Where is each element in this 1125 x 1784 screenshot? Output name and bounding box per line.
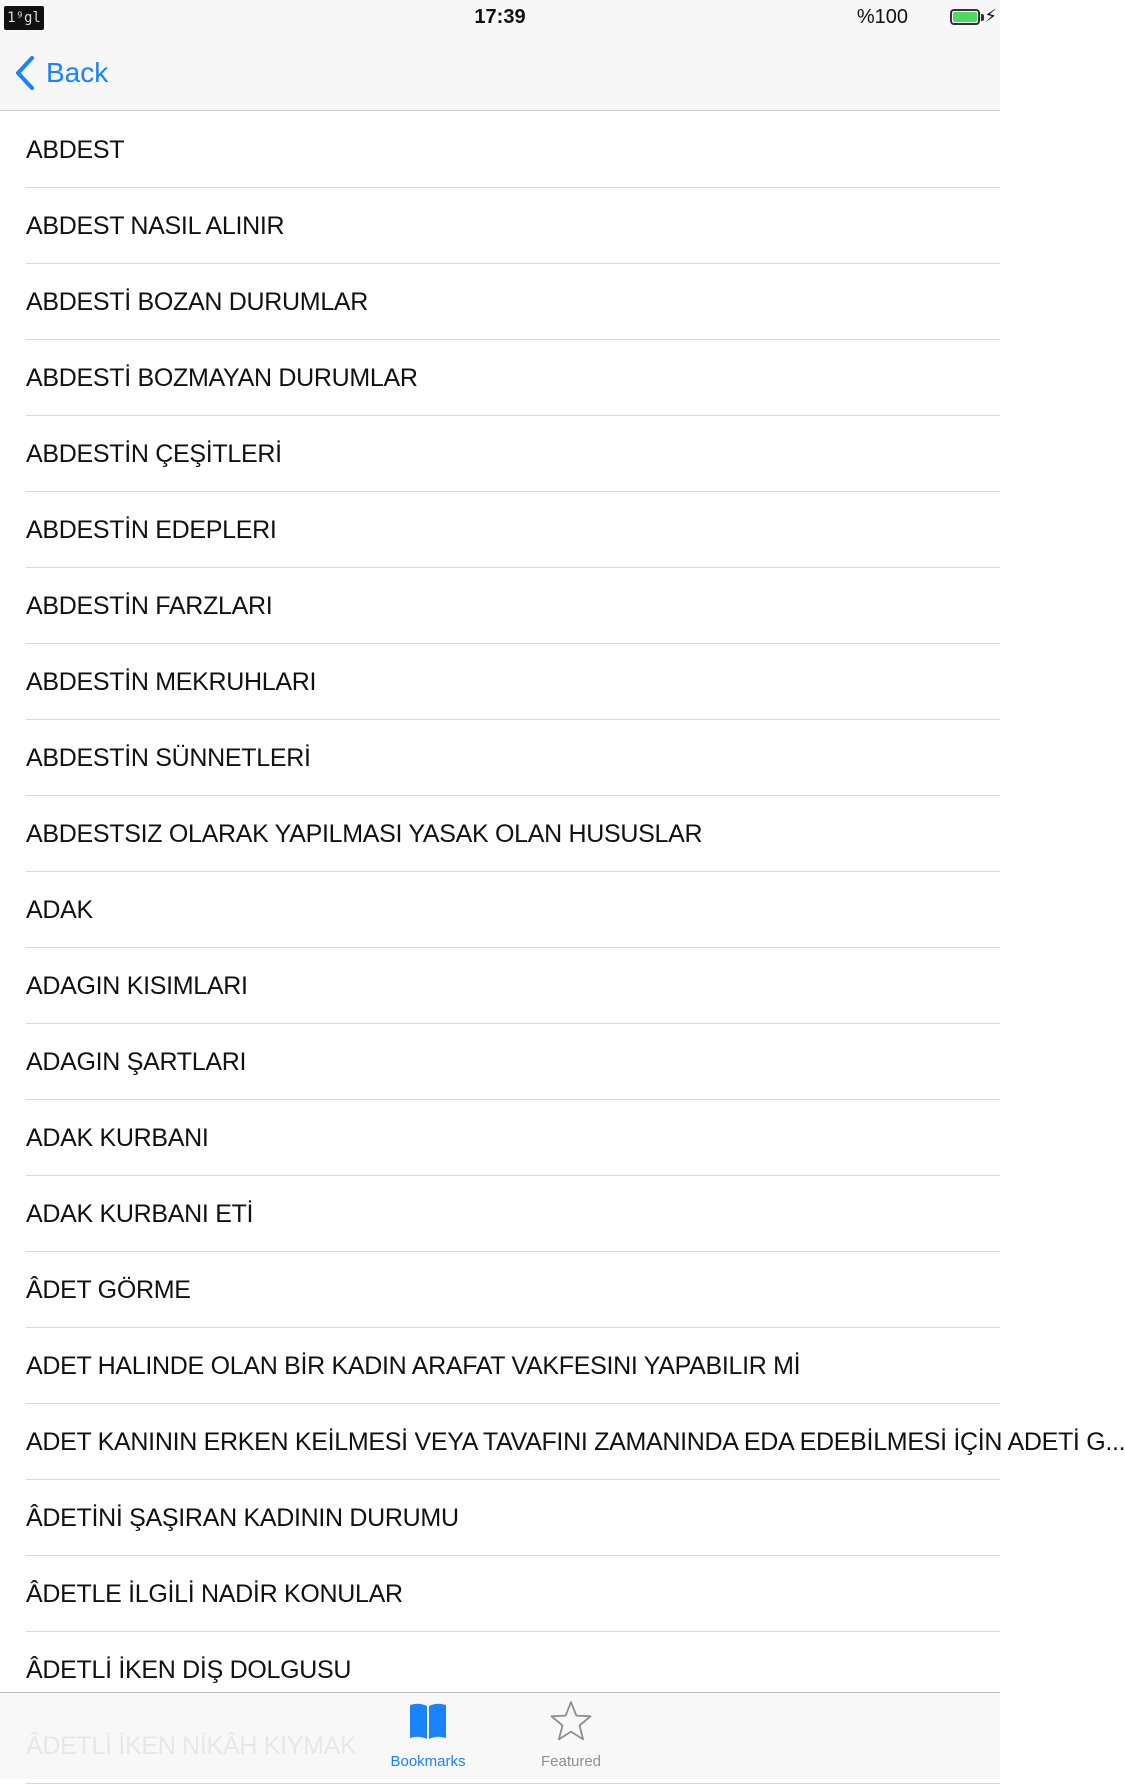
list-item[interactable] bbox=[0, 1556, 1000, 1632]
chevron-left-icon bbox=[14, 55, 36, 91]
list-item-label: ABDESTİN FARZLARI bbox=[26, 568, 980, 644]
status-bar bbox=[0, 0, 1000, 36]
list-item-label: ABDESTİ BOZMAYAN DURUMLAR bbox=[26, 340, 980, 416]
tab-label: Bookmarks bbox=[373, 1753, 483, 1770]
list-item-label: ADAK KURBANI bbox=[26, 1100, 980, 1176]
back-button[interactable] bbox=[14, 50, 108, 96]
list-item-label: ÂDETİNİ ŞAŞIRAN KADININ DURUMU bbox=[26, 1480, 980, 1556]
list-item-label: ADAGIN ŞARTLARI bbox=[26, 1024, 980, 1100]
list-item[interactable] bbox=[0, 644, 1000, 720]
list-item[interactable] bbox=[0, 416, 1000, 492]
list-item[interactable] bbox=[0, 948, 1000, 1024]
list-item[interactable] bbox=[0, 264, 1000, 340]
list-item-label: ÂDETLE İLGİLİ NADİR KONULAR bbox=[26, 1556, 980, 1632]
list-item-label: ABDEST NASIL ALINIR bbox=[26, 188, 980, 264]
list-item-label: ADAK bbox=[26, 872, 980, 948]
list-item[interactable] bbox=[0, 492, 1000, 568]
battery-fill bbox=[953, 12, 977, 22]
list-item[interactable] bbox=[0, 720, 1000, 796]
list-item[interactable] bbox=[0, 1024, 1000, 1100]
tab-bookmarks[interactable] bbox=[373, 1699, 483, 1777]
list-item-label: ABDESTİN EDEPLERI bbox=[26, 492, 980, 568]
book-icon bbox=[406, 1699, 450, 1743]
list-item[interactable] bbox=[0, 1252, 1000, 1328]
list-item-label: ADET KANININ ERKEN KEİLMESİ VEYA TAVAFINI ZAMANINDA EDA EDEBİLMESİ İÇİN ADETİ G... bbox=[26, 1404, 980, 1480]
list-item[interactable] bbox=[0, 188, 1000, 264]
list-item[interactable] bbox=[0, 112, 1000, 188]
list-item[interactable] bbox=[0, 1176, 1000, 1252]
list-item-label: ADAGIN KISIMLARI bbox=[26, 948, 980, 1024]
list-item-label: ABDESTİN SÜNNETLERİ bbox=[26, 720, 980, 796]
battery-percentage: %100 bbox=[857, 6, 908, 29]
list-item[interactable] bbox=[0, 1100, 1000, 1176]
carrier-indicator: 1⁹gl bbox=[4, 6, 44, 30]
list-item-label: ABDESTİN ÇEŞİTLERİ bbox=[26, 416, 980, 492]
tab-featured[interactable] bbox=[516, 1699, 626, 1777]
lightning-bolt-icon: ⚡︎ bbox=[984, 6, 997, 27]
list-item[interactable] bbox=[0, 796, 1000, 872]
list-item-label: ÂDET GÖRME bbox=[26, 1252, 980, 1328]
list-item-label: ÂDETLİ İKEN DİŞ DOLGUSU bbox=[26, 1632, 980, 1708]
list-item-label: ADAK KURBANI ETİ bbox=[26, 1176, 980, 1252]
tab-bar bbox=[0, 1692, 1000, 1779]
navigation-bar bbox=[0, 36, 1000, 111]
tab-label: Featured bbox=[516, 1753, 626, 1770]
list-item[interactable] bbox=[0, 872, 1000, 948]
list-item-label: ABDESTİN MEKRUHLARI bbox=[26, 644, 980, 720]
list-item[interactable] bbox=[0, 1404, 1000, 1480]
list-item[interactable] bbox=[0, 1328, 1000, 1404]
list-item-label: ABDESTİ BOZAN DURUMLAR bbox=[26, 264, 980, 340]
status-time: 17:39 bbox=[0, 6, 1000, 29]
list-item-label: ADET HALINDE OLAN BİR KADIN ARAFAT VAKFESINI YAPABILIR Mİ bbox=[26, 1328, 980, 1404]
list-item[interactable] bbox=[0, 1480, 1000, 1556]
list-item[interactable] bbox=[0, 568, 1000, 644]
topic-list bbox=[0, 112, 1000, 1784]
list-item-label: ABDEST bbox=[26, 112, 980, 188]
star-icon bbox=[549, 1699, 593, 1743]
list-item[interactable] bbox=[0, 340, 1000, 416]
battery-icon bbox=[950, 9, 980, 25]
back-label: Back bbox=[46, 57, 108, 89]
list-item-label: ABDESTSIZ OLARAK YAPILMASI YASAK OLAN HUSUSLAR bbox=[26, 796, 980, 872]
